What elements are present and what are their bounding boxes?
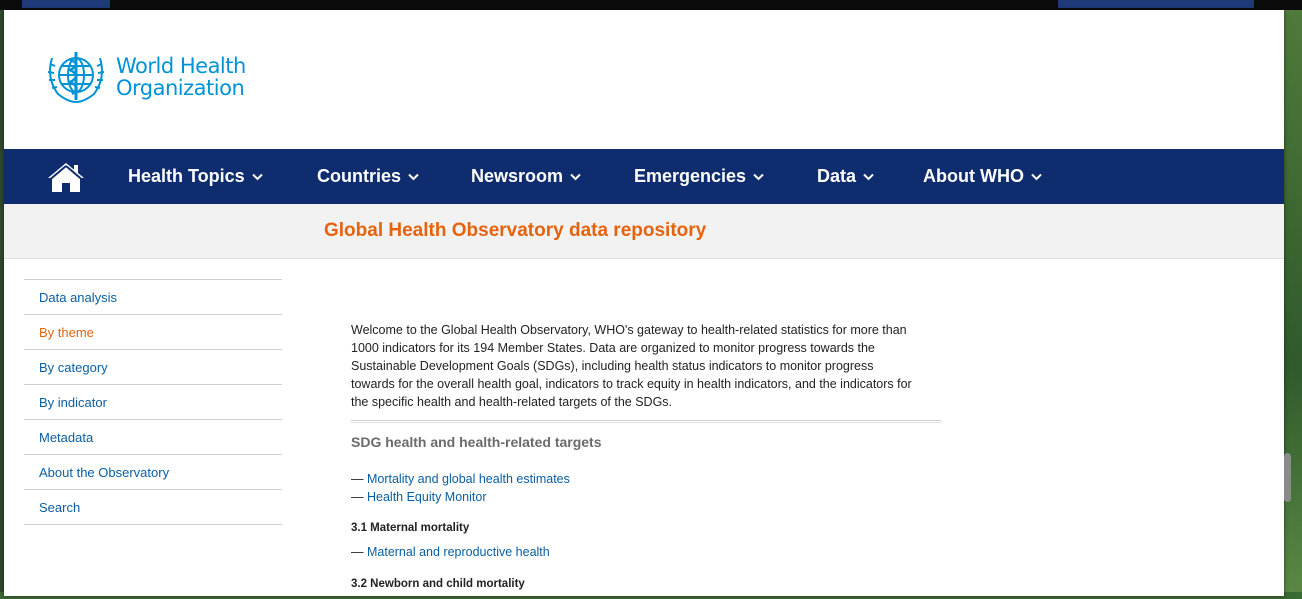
intro-line: Welcome to the Global Health Observatory, WHO's gateway to health-related statistics for more than: [351, 323, 907, 337]
subsection-heading: 3.2 Newborn and child mortality: [351, 578, 525, 590]
home-icon[interactable]: [46, 161, 86, 193]
page-title: Global Health Observatory data repository: [324, 220, 707, 241]
sdg-link-list: [351, 470, 941, 506]
dash-bullet: —: [351, 545, 364, 559]
chevron-down-icon: [252, 173, 263, 181]
nav-newsroom[interactable]: [471, 149, 581, 204]
nav-label: Countries: [317, 166, 402, 186]
sidebar-divider: [24, 524, 282, 525]
nav-label: Emergencies: [634, 166, 747, 186]
wordmark-line2: Organization: [116, 76, 245, 100]
maternal-link-list: [351, 543, 941, 561]
scrollbar-thumb[interactable]: [1284, 453, 1291, 502]
intro-paragraph: [351, 321, 941, 411]
who-wordmark: [116, 55, 246, 99]
background-tab: [1058, 0, 1254, 8]
chevron-down-icon: [863, 173, 874, 181]
nav-label: About WHO: [923, 166, 1024, 186]
sidebar-item-by-category[interactable]: By category: [24, 349, 282, 384]
nav-about-who[interactable]: [923, 149, 1042, 204]
sidebar-item-about-the-observatory[interactable]: About the Observatory: [24, 454, 282, 489]
page-title-bar: [4, 204, 1284, 259]
sidebar-nav: [24, 279, 282, 525]
chevron-down-icon: [1031, 173, 1042, 181]
list-item: [351, 543, 941, 561]
dash-bullet: —: [351, 490, 364, 504]
background-tab: [22, 0, 110, 8]
section-divider: [351, 420, 941, 423]
sidebar-item-data-analysis[interactable]: Data analysis: [24, 279, 282, 314]
nav-countries[interactable]: [317, 149, 419, 204]
chevron-down-icon: [753, 173, 764, 181]
chevron-down-icon: [408, 173, 419, 181]
chevron-down-icon: [570, 173, 581, 181]
intro-line: the specific health and health-related targets of the SDGs.: [351, 395, 673, 409]
intro-line: Sustainable Development Goals (SDGs), including health status indicators to monitor progress: [351, 359, 874, 373]
sidebar-item-metadata[interactable]: Metadata: [24, 419, 282, 454]
list-item: [351, 488, 941, 506]
dash-bullet: —: [351, 472, 364, 486]
nav-health-topics[interactable]: [128, 149, 263, 204]
intro-line: 1000 indicators for its 194 Member States. Data are organized to monitor progress towards the: [351, 341, 875, 355]
nav-label: Newsroom: [471, 166, 564, 186]
main-content: [351, 321, 941, 590]
who-logo[interactable]: [42, 48, 246, 106]
wordmark-line1: World Health: [116, 54, 246, 78]
nav-emergencies[interactable]: [634, 149, 764, 204]
link-mortality-estimates[interactable]: Mortality and global health estimates: [366, 472, 570, 486]
site-header: [4, 10, 1284, 149]
browser-window: [4, 10, 1284, 596]
list-item: [351, 470, 941, 488]
link-health-equity-monitor[interactable]: Health Equity Monitor: [366, 490, 487, 504]
desktop-backdrop-top: [0, 0, 1302, 10]
sidebar-item-by-indicator[interactable]: By indicator: [24, 384, 282, 419]
nav-label: Data: [817, 166, 857, 186]
nav-data[interactable]: [817, 149, 874, 204]
sidebar-item-by-theme[interactable]: By theme: [24, 314, 282, 349]
intro-line: towards for the overall health goal, indicators to track equity in health indicators, and the indicators for: [351, 377, 912, 391]
link-maternal-reproductive-health[interactable]: Maternal and reproductive health: [366, 545, 550, 559]
desktop-backdrop-right: [1284, 10, 1302, 599]
section-title: SDG health and health-related targets: [351, 434, 602, 450]
subsection-heading: 3.1 Maternal mortality: [351, 522, 470, 534]
nav-label: Health Topics: [128, 166, 245, 186]
who-emblem-icon: [42, 48, 110, 106]
sidebar-item-search[interactable]: Search: [24, 489, 282, 524]
main-nav: [4, 149, 1284, 204]
